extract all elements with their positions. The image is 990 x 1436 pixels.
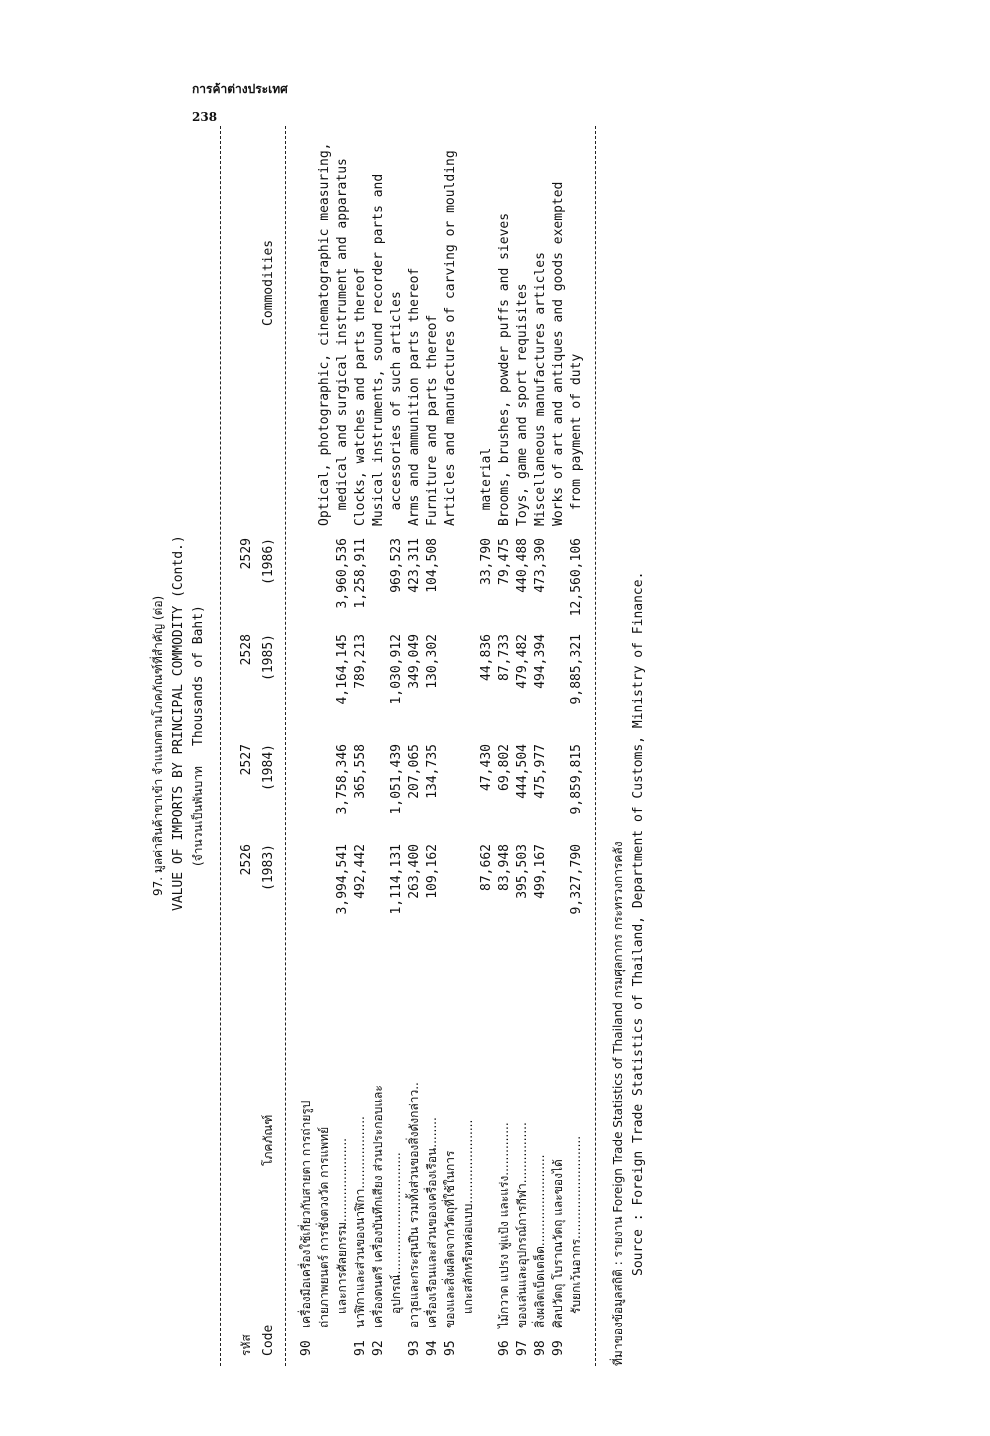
- row-91-val-1986: 1,258,911: [353, 538, 368, 609]
- row-en-94: Furniture and parts thereof: [425, 314, 440, 526]
- row-98-val-1984: 475,977: [533, 744, 548, 799]
- row-94-val-1986: 104,508: [425, 538, 440, 593]
- row-thai-94: เครื่องเรือนและส่วนของเครื่องเรือน........: [425, 1117, 439, 1328]
- row-en-97: Toys, game and sport requisites: [515, 283, 530, 526]
- row-98-val-1985: 494,394: [533, 634, 548, 689]
- year-en-4: (1986): [261, 538, 276, 585]
- source-thai: ที่มาของข้อมูลสถิติ : รายงาน Foreign Trade Statistics of Thailand กรมศุลกากร กระทรวงการคลัง: [611, 841, 625, 1366]
- row-96-val-1985: 87,733: [497, 634, 512, 681]
- row-en-92-l1: Musical instruments, sound recorder parts and: [371, 173, 386, 526]
- row-thai-95-l2: แกะสลักหรือหล่อแบบ......................: [461, 1119, 475, 1314]
- row-en-93: Arms and ammunition parts thereof: [407, 267, 422, 526]
- row-en-99-l2: from payment of duty: [569, 353, 584, 526]
- row-92-val-1984: 1,051,439: [389, 744, 404, 815]
- row-en-95-l2: material: [479, 447, 494, 526]
- row-90-val-1983: 3,994,541: [335, 844, 350, 915]
- row-en-99-l1: Works of art and antiques and goods exempted: [551, 181, 566, 526]
- year-thai-2: 2527: [239, 744, 254, 776]
- running-header: การค้าต่างประเทศ: [192, 82, 288, 96]
- row-thai-99-l2: รับยกเว้นอากร...........................: [569, 1135, 583, 1314]
- row-95-val-1985: 44,836: [479, 634, 494, 681]
- row-code-91: 91: [353, 1340, 368, 1356]
- bottom-rule: [595, 126, 596, 1366]
- row-code-90: 90: [299, 1340, 314, 1356]
- row-thai-98: สิ่งผลิตเบ็ดเตล็ด........................: [533, 1154, 547, 1328]
- row-en-91: Clocks, watches and parts thereof: [353, 267, 368, 526]
- row-90-val-1984: 3,758,346: [335, 744, 350, 815]
- unit-note-en: Thousands of Baht): [191, 605, 206, 746]
- row-thai-96: ไม้กวาด แปรง พู่แป้ง และแร่ง..............: [497, 1122, 511, 1328]
- row-93-val-1984: 207,065: [407, 744, 422, 799]
- row-99-val-1984: 9,859,815: [569, 744, 584, 815]
- row-thai-92-l1: เครื่องดนตรี เครื่องบันทึกเสียง ส่วนประกอบและ: [371, 1085, 385, 1328]
- row-code-98: 98: [533, 1340, 548, 1356]
- row-96-val-1983: 83,948: [497, 844, 512, 891]
- row-99-val-1986: 12,560,106: [569, 538, 584, 617]
- year-thai-3: 2528: [239, 634, 254, 666]
- row-95-val-1984: 47,430: [479, 744, 494, 791]
- row-97-val-1985: 479,482: [515, 634, 530, 689]
- row-99-val-1983: 9,327,790: [569, 844, 584, 915]
- row-en-95-l1: Articles and manufactures of carving or moulding: [443, 150, 458, 526]
- row-95-val-1986: 33,790: [479, 538, 494, 585]
- row-99-val-1985: 9,885,321: [569, 634, 584, 705]
- year-thai-1: 2526: [239, 844, 254, 876]
- row-en-96: Brooms, brushes, powder puffs and sieves: [497, 212, 512, 526]
- col-code-en: Code: [261, 1324, 276, 1356]
- row-92-val-1985: 1,030,912: [389, 634, 404, 705]
- row-93-val-1983: 263,400: [407, 844, 422, 899]
- row-90-val-1986: 3,960,536: [335, 538, 350, 609]
- rotated-table-page: [120, 126, 860, 1366]
- row-94-val-1985: 130,302: [425, 634, 440, 689]
- table-title-thai: 97. มูลค่าสินค้าขาเข้า จำแนกตามโภคภัณฑ์ที่สำคัญ (ต่อ): [151, 595, 165, 896]
- row-90-val-1985: 4,164,145: [335, 634, 350, 705]
- row-93-val-1985: 349,049: [407, 634, 422, 689]
- row-en-90-l2: medical and surgical instrument and apparatus: [335, 158, 350, 526]
- row-thai-90-l2: ถ่ายภาพยนตร์ การชั่งตวงวัด การแพทย์: [317, 1126, 331, 1328]
- row-94-val-1984: 134,735: [425, 744, 440, 799]
- row-code-93: 93: [407, 1340, 422, 1356]
- year-thai-4: 2529: [239, 538, 254, 570]
- row-en-90-l1: Optical, photographic, cinematographic measuring,: [317, 142, 332, 526]
- row-96-val-1986: 79,475: [497, 538, 512, 585]
- row-92-val-1986: 969,523: [389, 538, 404, 593]
- row-code-94: 94: [425, 1340, 440, 1356]
- year-en-3: (1985): [261, 634, 276, 681]
- row-thai-90-l1: เครื่องมือเครื่องใช้เกี่ยวกับสายตา การถ่ายรูป: [299, 1100, 313, 1328]
- year-en-2: (1984): [261, 744, 276, 791]
- row-91-val-1985: 789,213: [353, 634, 368, 689]
- row-code-95: 95: [443, 1340, 458, 1356]
- row-95-val-1983: 87,662: [479, 844, 494, 891]
- row-91-val-1983: 492,442: [353, 844, 368, 899]
- row-thai-90-l3: และการศัลยกรรม......................: [335, 1138, 349, 1314]
- unit-note-thai: (จำนวนเป็นพันบาท: [191, 766, 205, 866]
- source-en: Source : Foreign Trade Statistics of Thailand, Department of Customs, Ministry of Finance.: [631, 571, 646, 1276]
- row-en-98: Miscellaneous manufactures articles: [533, 252, 548, 526]
- row-98-val-1983: 499,167: [533, 844, 548, 899]
- col-commodity-thai: โภคภัณฑ์: [261, 1114, 275, 1166]
- row-94-val-1983: 109,162: [425, 844, 440, 899]
- row-thai-93: อาวุธและกระสุนปืน รวมทั้งส่วนของสิ่งดังกล่าว..: [407, 1082, 421, 1328]
- col-commodity-en: Commodities: [261, 239, 276, 326]
- row-thai-97: ของเล่นและอุปกรณ์การกีฬา................: [515, 1122, 529, 1328]
- row-thai-99-l1: ศิลปวัตถุ โบราณวัตถุ และของได้: [551, 1159, 565, 1328]
- row-thai-92-l2: อุปกรณ์................................: [389, 1152, 403, 1314]
- row-97-val-1986: 440,488: [515, 538, 530, 593]
- row-code-97: 97: [515, 1340, 530, 1356]
- header-rule: [285, 126, 286, 1366]
- row-thai-95-l1: ของและสิ่งผลิตจากวัตถุที่ใช้ในการ: [443, 1150, 457, 1328]
- row-92-val-1983: 1,114,131: [389, 844, 404, 915]
- row-thai-91: นาฬิกาและส่วนของนาฬิกา...................: [353, 1116, 367, 1328]
- row-96-val-1984: 69,802: [497, 744, 512, 791]
- row-98-val-1986: 473,390: [533, 538, 548, 593]
- row-code-92: 92: [371, 1340, 386, 1356]
- year-en-1: (1983): [261, 844, 276, 891]
- row-code-99: 99: [551, 1340, 566, 1356]
- row-93-val-1986: 423,311: [407, 538, 422, 593]
- row-en-92-l2: accessories of such articles: [389, 291, 404, 526]
- row-97-val-1983: 395,503: [515, 844, 530, 899]
- row-91-val-1984: 365,558: [353, 744, 368, 799]
- page-number: 238: [192, 110, 218, 124]
- row-97-val-1984: 444,504: [515, 744, 530, 799]
- top-rule: [220, 126, 221, 1366]
- table-title-en: VALUE OF IMPORTS BY PRINCIPAL COMMODITY (Contd.): [171, 535, 186, 911]
- col-code-thai: รหัส: [239, 1334, 253, 1356]
- row-code-96: 96: [497, 1340, 512, 1356]
